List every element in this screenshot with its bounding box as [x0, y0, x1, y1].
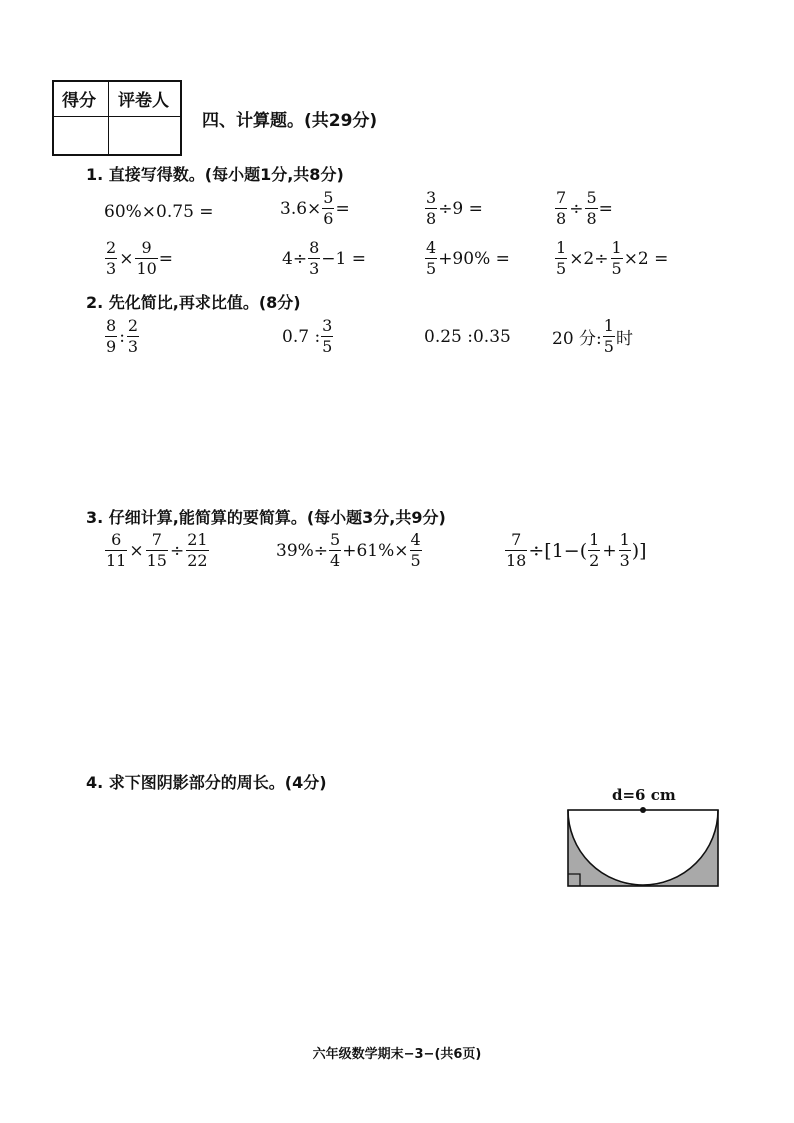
fraction	[585, 190, 597, 227]
numerator: 9	[141, 238, 152, 257]
q1-item-8	[554, 240, 668, 277]
numerator: 4	[426, 238, 437, 257]
fraction	[322, 190, 334, 227]
q3-title: 3. 仔细计算,能简算的要简算。(每小题3分,共9分)	[86, 508, 446, 527]
denominator: 18	[506, 551, 527, 570]
denominator: 3	[106, 259, 117, 278]
q1-title: 1. 直接写得数。(每小题1分,共8分)	[86, 165, 344, 184]
expr-text: 3.6×	[280, 198, 322, 219]
operator: ×	[119, 248, 134, 269]
denominator: 5	[426, 259, 437, 278]
denominator: 8	[556, 209, 567, 228]
numerator: 7	[151, 530, 162, 549]
numerator: 1	[556, 238, 567, 257]
numerator: 1	[603, 316, 614, 335]
expr-text: 0.25 :0.35	[424, 327, 511, 347]
fraction	[611, 240, 623, 277]
expr-text: +90% =	[438, 248, 510, 269]
numerator: 8	[106, 316, 117, 335]
fraction	[127, 318, 139, 355]
q2-item-1	[104, 318, 140, 355]
q1-item-2	[280, 190, 350, 227]
denominator: 11	[106, 551, 127, 570]
fraction	[555, 240, 567, 277]
q1-item-6	[282, 240, 366, 277]
numerator: 2	[127, 316, 139, 335]
operator: :	[119, 326, 125, 347]
denominator: 5	[322, 337, 333, 356]
score-box-divider	[54, 116, 180, 117]
q3-item-2	[276, 532, 423, 569]
numerator: 8	[309, 238, 320, 257]
q1-item-4	[554, 190, 613, 227]
numerator: 7	[556, 188, 567, 207]
numerator: 6	[111, 530, 122, 549]
q3-item-1	[104, 532, 210, 569]
denominator: 3	[309, 259, 320, 278]
expr-text: 0.7 :	[282, 326, 321, 347]
expr-text: =	[158, 248, 174, 269]
q3-item-3	[504, 532, 647, 569]
operator: +	[602, 540, 617, 561]
expr-text: 时	[615, 329, 633, 349]
q1-item-1	[104, 198, 214, 226]
fraction	[135, 240, 157, 277]
fraction	[146, 532, 168, 569]
center-dot	[640, 807, 646, 813]
q4-title: 4. 求下图阴影部分的周长。(4分)	[86, 773, 327, 792]
q2-item-3	[424, 324, 511, 350]
numerator: 3	[426, 188, 437, 207]
denominator: 3	[127, 337, 139, 356]
numerator: 5	[330, 530, 341, 549]
denominator: 3	[619, 551, 630, 570]
numerator: 1	[589, 530, 600, 549]
denominator: 8	[426, 209, 437, 228]
denominator: 5	[611, 259, 622, 278]
expr-text: )]	[631, 539, 647, 562]
fraction	[588, 532, 600, 569]
operator: ÷	[569, 198, 584, 219]
q1-item-7	[424, 240, 510, 277]
denominator: 6	[323, 209, 334, 228]
numerator: 7	[511, 530, 522, 549]
fraction	[425, 240, 437, 277]
operator: ÷	[169, 540, 185, 561]
fraction	[410, 532, 422, 569]
expr-text: 4÷	[282, 248, 308, 269]
expr-text: ÷[1−(	[528, 539, 588, 562]
denominator: 5	[410, 551, 421, 570]
grader-label: 评卷人	[118, 91, 169, 111]
fraction	[186, 532, 208, 569]
q1-item-5	[104, 240, 173, 277]
numerator: 3	[322, 316, 333, 335]
fraction	[555, 190, 567, 227]
expr-text: 20 分:	[552, 329, 602, 349]
expr-text: =	[598, 198, 613, 219]
numerator: 1	[619, 530, 630, 549]
expr-text: ÷9 =	[438, 198, 483, 219]
fraction	[321, 318, 333, 355]
shaded-figure	[560, 800, 730, 895]
expr-text: 60%×0.75 =	[104, 202, 214, 222]
page-footer: 六年级数学期末−3−(共6页)	[312, 1047, 482, 1062]
numerator: 21	[187, 530, 208, 549]
denominator: 2	[589, 551, 600, 570]
numerator: 4	[410, 530, 421, 549]
numerator: 1	[611, 238, 622, 257]
expr-text: ×2 =	[623, 248, 669, 269]
operator: ×2÷	[569, 248, 609, 269]
expr-text: −1 =	[321, 248, 366, 269]
q2-item-4	[552, 318, 633, 355]
fraction	[505, 532, 527, 569]
fraction	[603, 318, 615, 355]
q2-title: 2. 先化简比,再求比值。(8分)	[86, 293, 301, 312]
numerator: 5	[323, 188, 334, 207]
denominator: 15	[146, 551, 167, 570]
expr-text: 39%÷	[276, 540, 329, 561]
expr-text: +61%×	[342, 540, 409, 561]
q2-item-2	[282, 318, 334, 355]
section-title: 四、计算题。(共29分)	[202, 111, 378, 131]
fraction	[329, 532, 341, 569]
fraction	[619, 532, 631, 569]
fraction	[308, 240, 320, 277]
denominator: 5	[603, 337, 614, 356]
fraction	[425, 190, 437, 227]
denominator: 8	[586, 209, 597, 228]
fraction	[105, 532, 127, 569]
score-box	[52, 80, 182, 156]
denominator: 4	[330, 551, 341, 570]
denominator: 5	[556, 259, 567, 278]
numerator: 2	[106, 238, 117, 257]
fraction	[105, 240, 117, 277]
q1-item-3	[424, 190, 483, 227]
fraction	[105, 318, 117, 355]
diagram-label: d=6 cm	[612, 786, 676, 804]
denominator: 10	[136, 259, 157, 278]
operator: ×	[129, 540, 144, 561]
denominator: 22	[187, 551, 208, 570]
score-box-divider	[108, 82, 109, 154]
score-label: 得分	[62, 91, 96, 111]
denominator: 9	[106, 337, 117, 356]
expr-text: =	[335, 198, 350, 219]
numerator: 5	[586, 188, 597, 207]
